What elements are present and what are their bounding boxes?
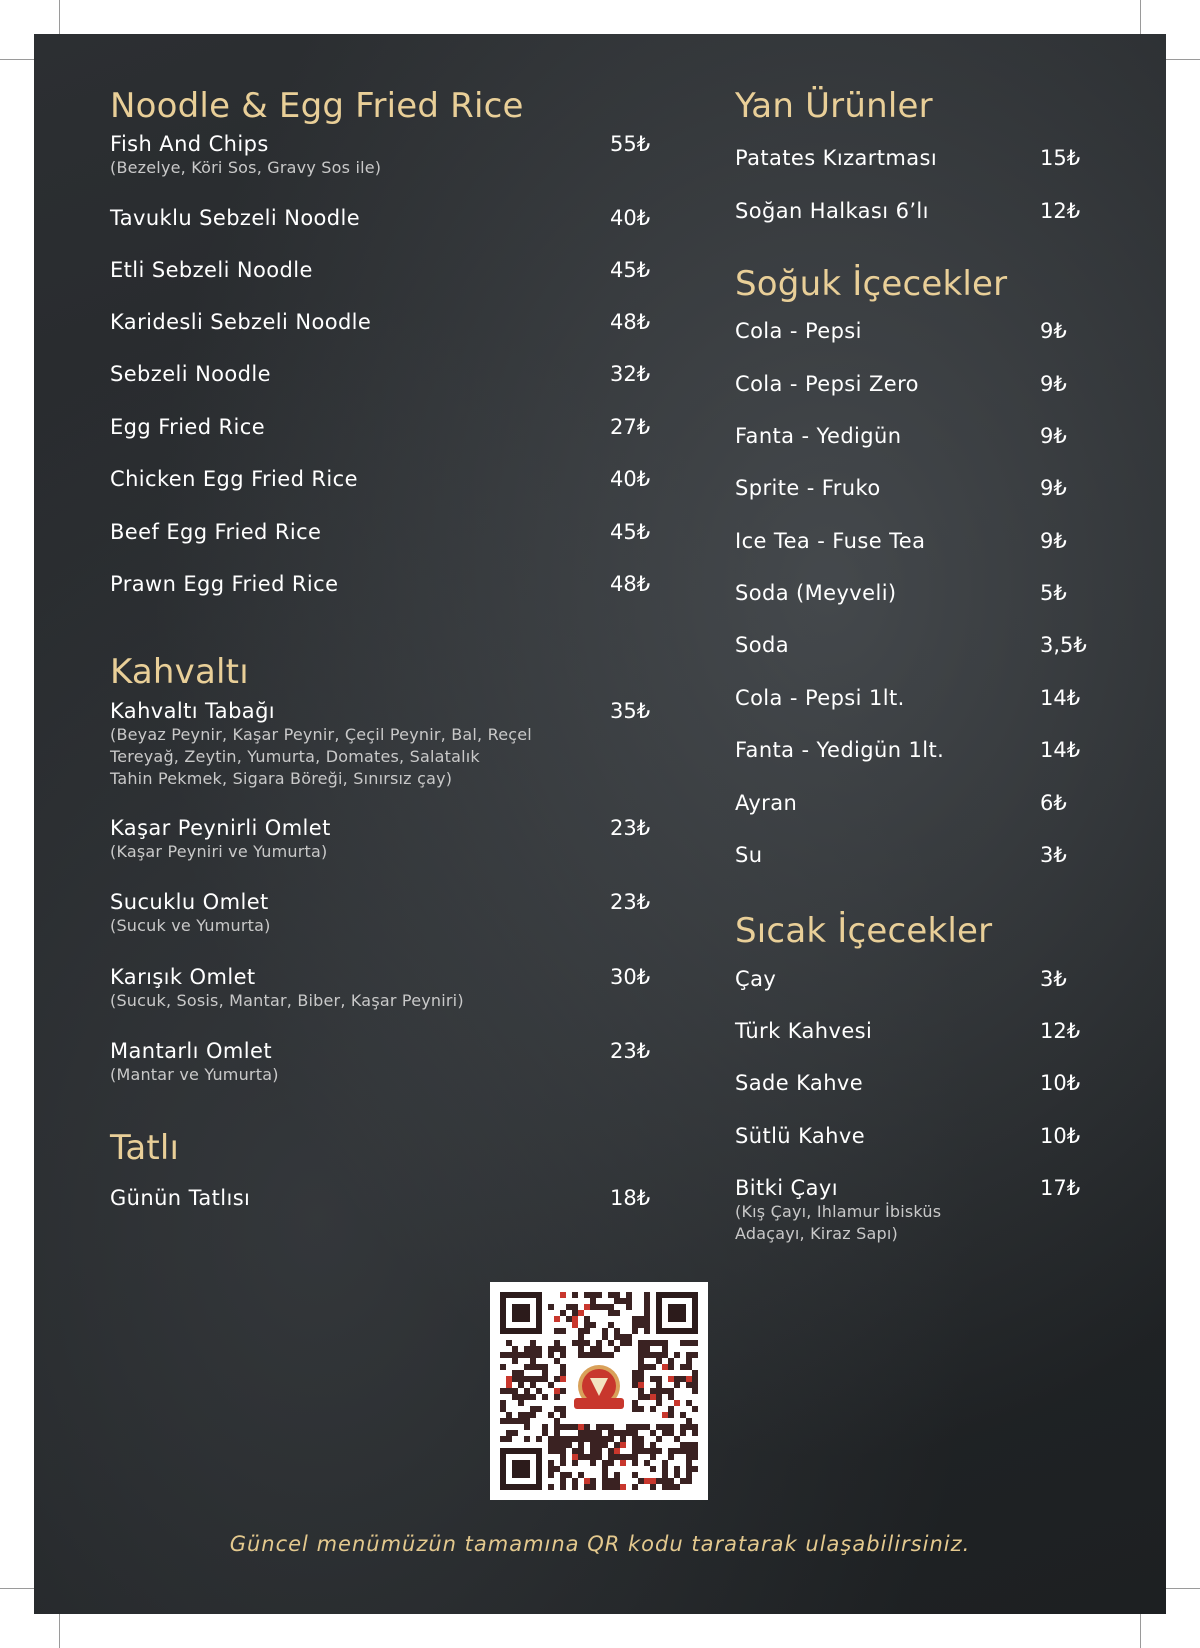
item-price: 40₺ [610, 206, 651, 230]
footer-note: Güncel menümüzün tamamına QR kodu taratarak ulaşabilirsiniz. [229, 1532, 971, 1556]
menu-item [735, 843, 1135, 867]
item-price: 14₺ [1040, 738, 1081, 762]
item-name: Çay [735, 967, 777, 991]
item-price: 9₺ [1040, 476, 1067, 500]
section-title: Sıcak İçecekler [735, 911, 993, 951]
item-price: 45₺ [610, 520, 651, 544]
item-name: Bitki Çayı [735, 1176, 838, 1200]
section-title: Kahvaltı [110, 652, 249, 692]
item-name: Kaşar Peynirli Omlet [110, 816, 331, 840]
item-description: (Kaşar Peyniri ve Yumurta) [110, 842, 328, 861]
item-price: 30₺ [610, 965, 651, 989]
item-name: Sprite - Fruko [735, 476, 881, 500]
item-name: Günün Tatlısı [110, 1186, 251, 1210]
item-price: 14₺ [1040, 686, 1081, 710]
menu-item [110, 520, 700, 544]
item-name: Sucuklu Omlet [110, 890, 269, 914]
item-name: Patates Kızartması [735, 146, 938, 170]
menu-item [110, 206, 700, 230]
menu-item [110, 1039, 700, 1086]
item-price: 5₺ [1040, 581, 1067, 605]
item-name: Soğan Halkası 6’lı [735, 199, 929, 223]
item-name: Cola - Pepsi [735, 319, 862, 343]
item-name: Cola - Pepsi 1lt. [735, 686, 905, 710]
item-description: (Sucuk, Sosis, Mantar, Biber, Kaşar Peyniri) [110, 991, 464, 1010]
restaurant-logo-icon [568, 1364, 630, 1416]
item-price: 23₺ [610, 890, 651, 914]
menu-item [735, 686, 1135, 710]
menu-item [110, 132, 700, 179]
item-name: Fanta - Yedigün [735, 424, 902, 448]
item-price: 9₺ [1040, 424, 1067, 448]
item-price: 48₺ [610, 572, 651, 596]
menu-item [110, 816, 700, 863]
item-price: 3₺ [1040, 967, 1067, 991]
menu-item [735, 738, 1135, 762]
menu-item [735, 476, 1135, 500]
menu-item [735, 529, 1135, 553]
item-name: Ice Tea - Fuse Tea [735, 529, 926, 553]
menu-item [735, 199, 1135, 223]
item-price: 23₺ [610, 816, 651, 840]
item-name: Türk Kahvesi [735, 1019, 873, 1043]
menu-item [110, 699, 700, 790]
qr-code-icon [490, 1282, 708, 1500]
menu-item [735, 146, 1135, 170]
item-price: 18₺ [610, 1186, 651, 1210]
item-name: Soda (Meyveli) [735, 581, 897, 605]
menu-item [110, 362, 700, 386]
item-description: (Bezelye, Köri Sos, Gravy Sos ile) [110, 158, 382, 177]
item-price: 45₺ [610, 258, 651, 282]
item-name: Karidesli Sebzeli Noodle [110, 310, 372, 334]
menu-item [735, 424, 1135, 448]
item-name: Sebzeli Noodle [110, 362, 271, 386]
item-price: 10₺ [1040, 1124, 1081, 1148]
item-name: Karışık Omlet [110, 965, 256, 989]
menu-item [110, 258, 700, 282]
item-name: Fanta - Yedigün 1lt. [735, 738, 945, 762]
item-name: Chicken Egg Fried Rice [110, 467, 358, 491]
menu-item [735, 633, 1135, 657]
section-title: Soğuk İçecekler [735, 264, 1008, 304]
item-description: (Sucuk ve Yumurta) [110, 916, 271, 935]
item-price: 9₺ [1040, 372, 1067, 396]
menu-board [34, 34, 1166, 1614]
menu-item [110, 310, 700, 334]
menu-item [110, 572, 700, 596]
item-name: Fish And Chips [110, 132, 269, 156]
menu-item [735, 1124, 1135, 1148]
item-price: 9₺ [1040, 529, 1067, 553]
item-name: Cola - Pepsi Zero [735, 372, 919, 396]
item-price: 23₺ [610, 1039, 651, 1063]
item-name: Egg Fried Rice [110, 415, 266, 439]
item-description: (Kış Çayı, Ihlamur İbisküs Adaçayı, Kiraz Sapı) [735, 1202, 942, 1243]
item-price: 27₺ [610, 415, 651, 439]
menu-item [735, 319, 1135, 343]
item-price: 17₺ [1040, 1176, 1081, 1200]
section-title: Noodle & Egg Fried Rice [110, 86, 524, 126]
section-title: Yan Ürünler [735, 86, 933, 126]
item-price: 15₺ [1040, 146, 1081, 170]
item-price: 48₺ [610, 310, 651, 334]
qr-code[interactable] [490, 1282, 708, 1500]
item-price: 6₺ [1040, 791, 1067, 815]
item-name: Soda [735, 633, 789, 657]
menu-item [735, 1176, 1135, 1245]
item-name: Prawn Egg Fried Rice [110, 572, 339, 596]
menu-item [110, 890, 700, 937]
item-name: Etli Sebzeli Noodle [110, 258, 313, 282]
menu-item [735, 791, 1135, 815]
item-price: 3,5₺ [1040, 633, 1087, 657]
item-price: 3₺ [1040, 843, 1067, 867]
item-price: 9₺ [1040, 319, 1067, 343]
item-name: Su [735, 843, 763, 867]
menu-item [735, 1019, 1135, 1043]
menu-item [110, 965, 700, 1012]
item-name: Beef Egg Fried Rice [110, 520, 322, 544]
section-title: Tatlı [110, 1128, 180, 1168]
item-description: (Mantar ve Yumurta) [110, 1065, 279, 1084]
menu-item [110, 467, 700, 491]
item-price: 10₺ [1040, 1071, 1081, 1095]
item-price: 35₺ [610, 699, 651, 723]
item-price: 55₺ [610, 132, 651, 156]
menu-item [110, 415, 700, 439]
item-name: Mantarlı Omlet [110, 1039, 272, 1063]
item-price: 12₺ [1040, 199, 1081, 223]
menu-item [735, 1071, 1135, 1095]
item-price: 40₺ [610, 467, 651, 491]
item-price: 32₺ [610, 362, 651, 386]
item-price: 12₺ [1040, 1019, 1081, 1043]
menu-item [110, 1186, 700, 1210]
menu-item [735, 581, 1135, 605]
item-name: Sütlü Kahve [735, 1124, 866, 1148]
item-description: (Beyaz Peynir, Kaşar Peynir, Çeçil Peynir, Bal, Reçel Tereyağ, Zeytin, Yumurta, Domates, Salatalık Tahin Pekmek, Sigara Böreği, Sınırsız çay) [110, 725, 532, 788]
item-name: Ayran [735, 791, 798, 815]
item-name: Tavuklu Sebzeli Noodle [110, 206, 361, 230]
item-name: Kahvaltı Tabağı [110, 699, 276, 723]
item-name: Sade Kahve [735, 1071, 864, 1095]
menu-item [735, 372, 1135, 396]
menu-item [735, 967, 1135, 991]
